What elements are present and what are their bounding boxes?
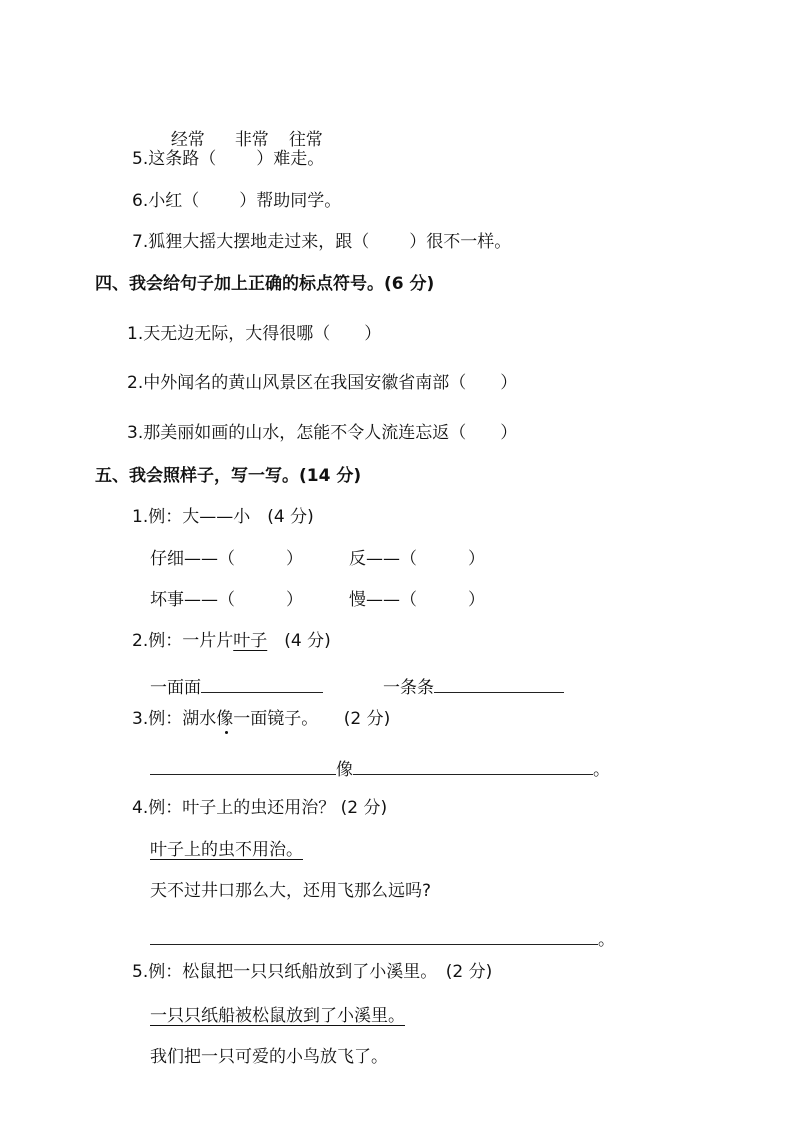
answer-line[interactable] — [150, 756, 336, 775]
q4-answer-example: 叶子上的虫不用治。 — [150, 840, 303, 860]
dotted-word: 像 — [216, 709, 234, 729]
question-6 — [132, 190, 341, 212]
question-5 — [132, 148, 324, 170]
points: (2 分) — [343, 709, 391, 729]
q5-answer-example: 一只只纸船被松鼠放到了小溪里。 — [150, 1006, 405, 1026]
underlined-word: 叶子 — [233, 631, 268, 651]
question-7 — [132, 231, 511, 253]
answer-line[interactable] — [150, 926, 598, 945]
answer-line[interactable] — [353, 756, 593, 775]
q3-answer-row — [150, 756, 610, 781]
antonym-pair: 坏事——（ ） — [150, 590, 303, 610]
section-5-heading: 五、我会照样子，写一写。(14 分) — [95, 466, 362, 486]
punctuation-item-2: 2.中外闻名的黄山风景区在我国安徽省南部（ ） — [127, 373, 518, 393]
example-text: 3.例：湖水 — [132, 709, 217, 729]
period: 。 — [598, 930, 615, 950]
word-choice: 非常 — [234, 130, 269, 150]
word-choice: 经常 — [170, 130, 205, 150]
connector-word: 像 — [336, 760, 353, 780]
q5-prompt: 我们把一只可爱的小鸟放飞了。 — [150, 1047, 388, 1067]
punctuation-item-3: 3.那美丽如画的山水，怎能不令人流连忘返（ ） — [127, 423, 518, 443]
antonym-pair: 慢——（ ） — [349, 590, 485, 610]
antonym-pair: 仔细——（ ） — [150, 549, 303, 569]
question-text: 7.狐狸大摇大摆地走过来，跟（ — [132, 232, 370, 252]
punctuation-item-1: 1.天无边无际，大得很哪（ ） — [127, 324, 382, 344]
q2-example — [132, 630, 331, 652]
section-4-heading: 四、我会给句子加上正确的标点符号。(6 分) — [95, 274, 435, 294]
q4-answer-row — [150, 926, 615, 951]
antonym-pair: 反——（ ） — [349, 549, 485, 569]
question-text: ）难走。 — [256, 149, 325, 169]
q2-prompt-2 — [383, 674, 564, 699]
points: (4 分) — [284, 631, 331, 651]
answer-line[interactable] — [434, 674, 564, 693]
question-text: ）很不一样。 — [409, 232, 512, 252]
q5-example: 5.例：松鼠把一只只纸船放到了小溪里。 (2 分) — [132, 962, 493, 982]
example-text: 一面镜子。 — [233, 709, 310, 729]
question-text: 5.这条路（ — [132, 149, 217, 169]
q2-prompt-1 — [150, 674, 323, 699]
word-choice: 往常 — [288, 130, 323, 150]
example-text: 2.例：一片片 — [132, 631, 234, 651]
question-text: ）帮助同学。 — [239, 191, 342, 211]
word-choices — [160, 107, 323, 151]
q3-example — [132, 708, 390, 730]
q4-example: 4.例：叶子上的虫还用治？ (2 分) — [132, 798, 388, 818]
q4-prompt: 天不过井口那么大，还用飞那么远吗? — [150, 881, 432, 901]
answer-line[interactable] — [201, 674, 323, 693]
q1-example: 1.例：大——小 (4 分) — [132, 507, 314, 527]
prompt-text: 一面面 — [150, 678, 201, 698]
prompt-text: 一条条 — [383, 678, 434, 698]
period: 。 — [593, 760, 610, 780]
question-text: 6.小红（ — [132, 191, 200, 211]
